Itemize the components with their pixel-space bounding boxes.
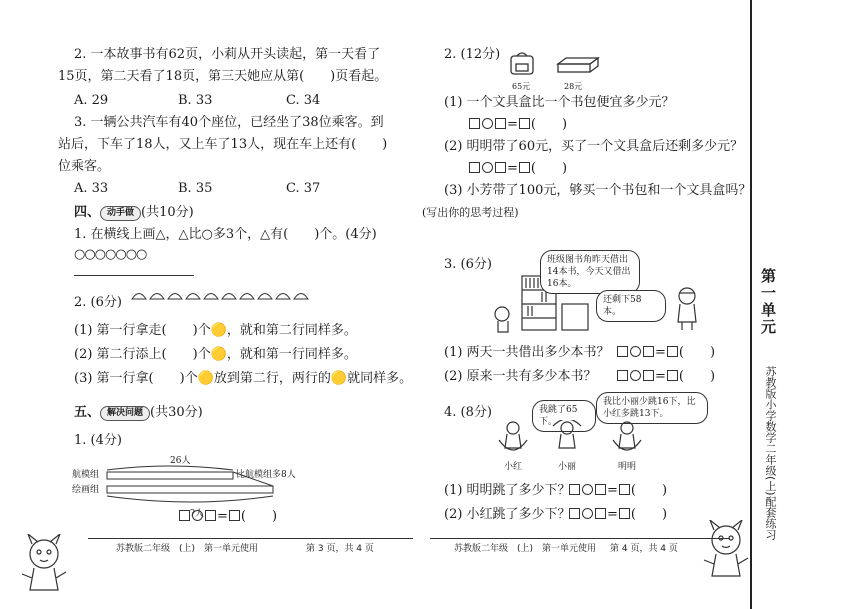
r-q2-note: (写出你的思考过程) (422, 206, 519, 219)
r-q3-b: (2) 原来一共有多少本书？ (444, 369, 597, 384)
s4-q1-circles: ○○○○○○○ (74, 247, 147, 262)
pencil-box-icon (556, 56, 600, 74)
q3-option-b: B. 35 (178, 181, 213, 196)
section4-banner: 动手做 (100, 206, 141, 221)
footer-left: 苏教版二年级 (上) 第一单元使用 (116, 544, 259, 554)
kid-label-3: 明明 (618, 462, 637, 472)
r-q2-b-equation: = ( ) (468, 160, 567, 178)
diagram-top-label: 26人 (170, 456, 191, 466)
r-q4-b: (2) 小红跳了多少下？ (444, 507, 571, 522)
r-q3-b-equation: = ( ) (616, 368, 715, 386)
cat-mascot-icon-right (700, 520, 752, 582)
r-q4-a: (1) 明明跳了多少下？ (444, 483, 571, 498)
q4-speech-bubble-1: 我跳了65下。 (532, 400, 596, 432)
r-q2-c: (3) 小芳带了100元，够买一个书包和一个文具盒吗？ (444, 183, 752, 198)
q3-speech-bubble-2: 还剩下58本。 (596, 290, 666, 322)
r-q4-a-equation: = ( ) (568, 482, 667, 500)
footer-rule-right (430, 538, 730, 539)
girl-jumping-rope-icon-1 (496, 420, 530, 458)
q3-option-c: C. 37 (286, 181, 321, 196)
q2-option-a: A. 29 (74, 93, 109, 108)
r-q2-b: (2) 明明带了60元，买了一个文具盒后还剩多少元？ (444, 139, 744, 154)
q4-speech-bubble-2: 我比小丽少跳16下，比小红多跳13下。 (596, 392, 708, 424)
q3-line1: 3. 一辆公共汽车有40个座位，已经坐了38位乘客。到 (74, 115, 384, 130)
footer-page-left: 第 3 页，共 4 页 (306, 544, 374, 554)
section5-score: (共30分) (150, 405, 203, 420)
section5-header (74, 404, 203, 422)
q3-line3: 位乘客。 (58, 159, 111, 174)
kid-label-2: 小丽 (558, 462, 577, 472)
spine-series-title: 苏教版小学数学二年级(上)配套练习 (764, 366, 777, 540)
s5-q1-equation: = ( ) (178, 508, 277, 526)
r-q2-a-equation: = ( ) (468, 116, 567, 134)
r-q3-a: (1) 两天一共借出多少本书？ (444, 345, 610, 360)
r-q4-b-equation: = ( ) (568, 506, 667, 524)
price-pencil-box: 28元 (564, 82, 583, 91)
book-spine (750, 0, 860, 609)
diagram-row2-label: 绘画组 (72, 485, 100, 495)
diagram-note: 比航模组多8人 (236, 470, 296, 480)
section4-header (74, 204, 194, 222)
footer-rule-left (88, 538, 413, 539)
q3-speech-bubble-1: 班级图书角昨天借出14本书，今天又借出16本。 (540, 250, 640, 294)
q2-line1: 2. 一本故事书有62页，小莉从开头读起，第一天看了 (74, 47, 381, 62)
girl-jumping-rope-icon-2 (550, 420, 584, 458)
footer-right: 苏教版二年级 (上) 第一单元使用 (454, 544, 597, 554)
boy-icon (670, 286, 704, 332)
q2-line2: 15页，第二天看了18页，第三天她应从第( )页看起。 (58, 69, 388, 84)
s4-q2-c: (3) 第一行拿( )个🟡放到第二行，两行的🟡就同样多。 (74, 371, 413, 386)
kid-label-1: 小红 (504, 462, 523, 472)
cat-mascot-icon (18, 534, 70, 596)
s4-q2-a: (1) 第一行拿走( )个🟡，就和第二行同样多。 (74, 323, 357, 338)
s4-q1: 1. 在横线上画△，△比○多3个，△有( )个。(4分) (74, 227, 377, 242)
hat-row-icons (130, 288, 320, 302)
right-page (420, 0, 750, 609)
r-q2-a: (1) 一个文具盒比一个书包便宜多少元？ (444, 95, 675, 110)
s4-q2: 2. (6分) (74, 295, 122, 310)
q2-option-c: C. 34 (286, 93, 321, 108)
q3-line2: 站后，下车了18人，又上车了13人，现在车上还有( ) (58, 137, 388, 152)
q3-option-a: A. 33 (74, 181, 109, 196)
section5-banner: 解决问题 (100, 406, 150, 421)
r-q4: 4. (8分) (444, 405, 492, 420)
boy-jumping-rope-icon (610, 420, 644, 458)
r-q2: 2. (12分) (444, 47, 501, 62)
r-q3-a-equation: = ( ) (616, 344, 715, 362)
q2-option-b: B. 33 (178, 93, 213, 108)
left-page (0, 0, 420, 609)
section4-score: (共10分) (141, 205, 194, 220)
section5-number: 五、 (74, 405, 101, 420)
diagram-row1-label: 航模组 (72, 470, 100, 480)
footer-page-right: 第 4 页，共 4 页 (610, 544, 678, 554)
s5-q1: 1. (4分) (74, 433, 122, 448)
spine-unit-title: 第一单元 (759, 268, 777, 336)
answer-line (74, 275, 194, 276)
price-backpack: 65元 (512, 82, 531, 91)
diagram-question-label: ?人 (190, 509, 204, 519)
backpack-icon (508, 50, 538, 76)
r-q3: 3. (6分) (444, 257, 492, 272)
section4-number: 四、 (74, 205, 101, 220)
s4-q2-b: (2) 第二行添上( )个🟡，就和第一行同样多。 (74, 347, 357, 362)
